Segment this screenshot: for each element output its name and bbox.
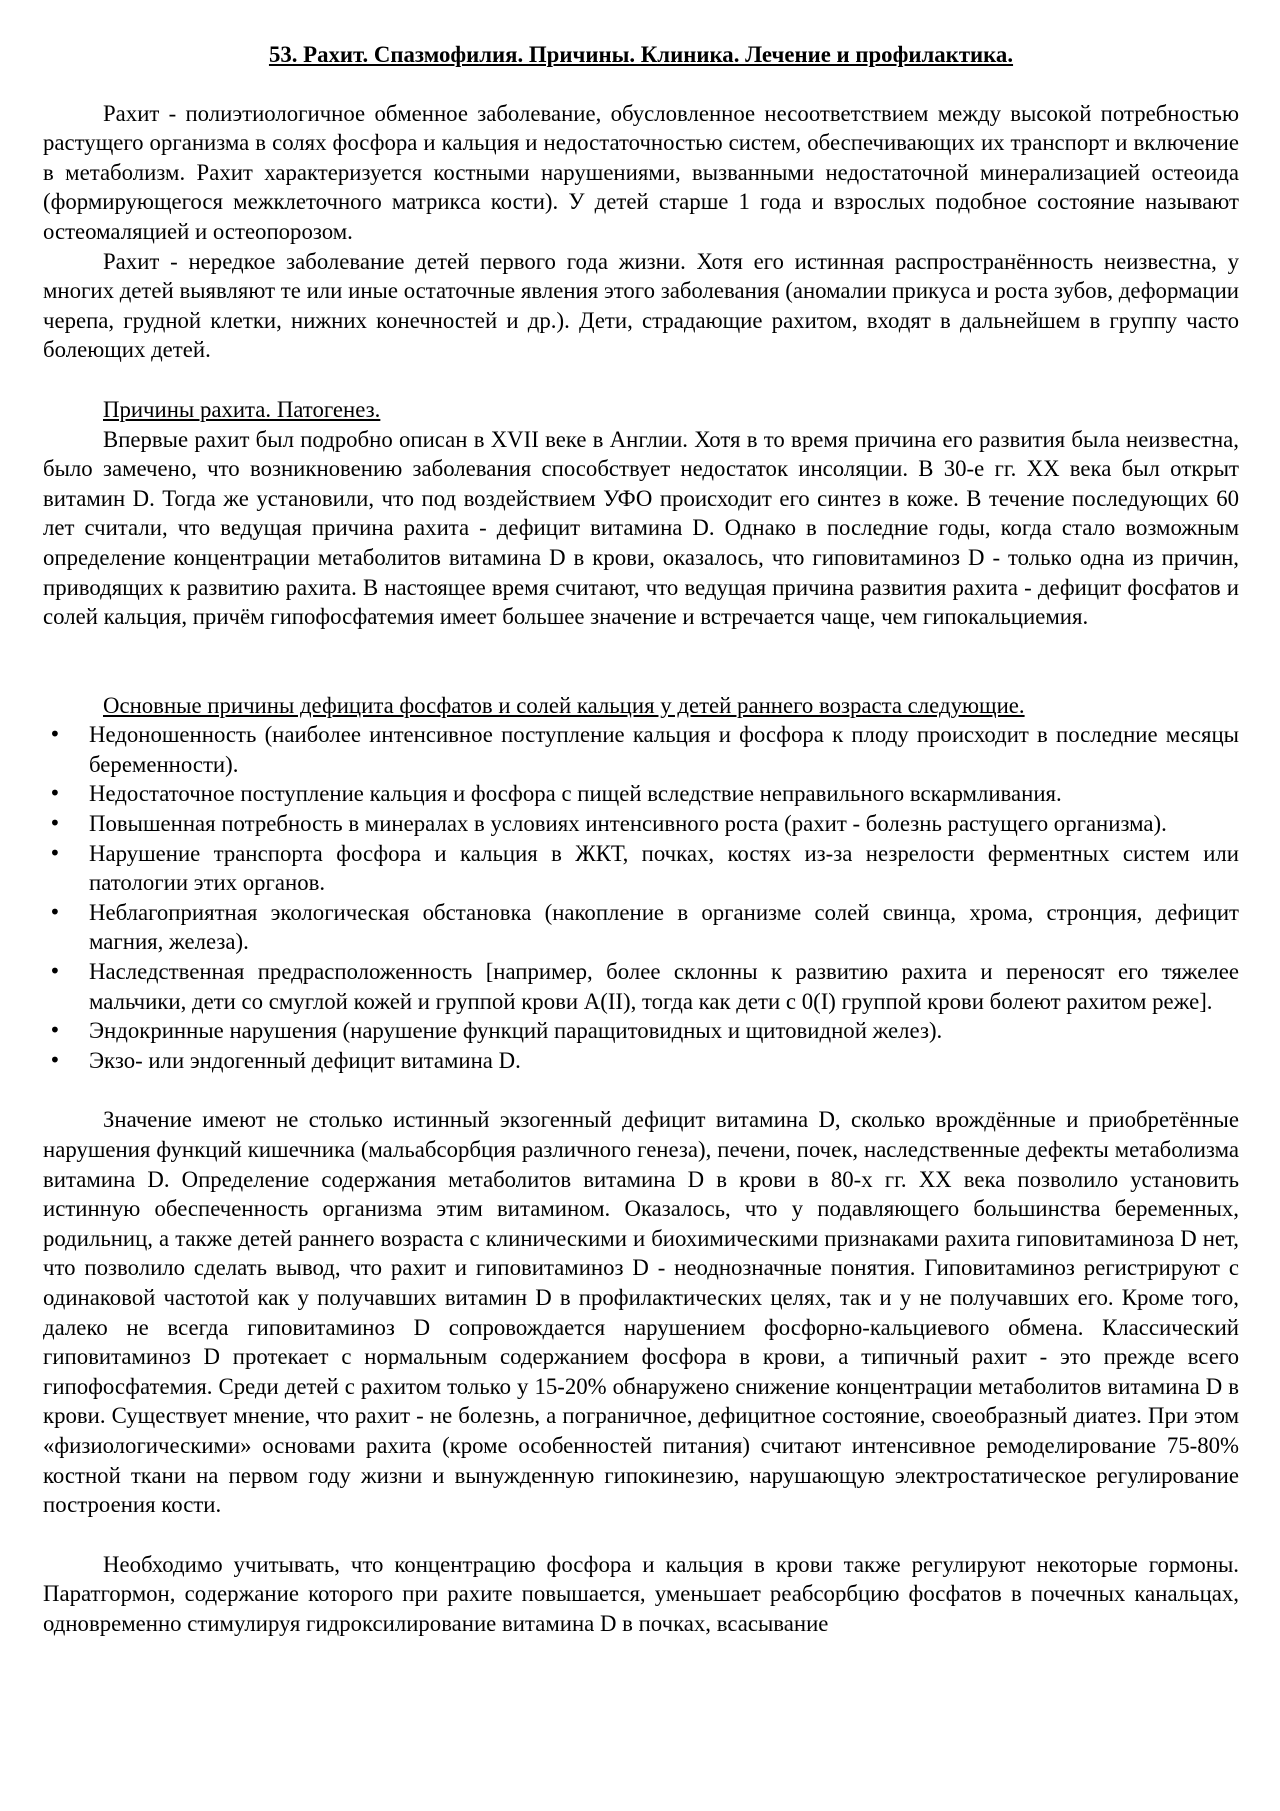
list-item bbox=[43, 1016, 1239, 1046]
spacer bbox=[43, 1520, 1239, 1550]
list-item-text: Повышенная потребность в минералах в условиях интенсивного роста (рахит - болезнь растущего организма). bbox=[89, 811, 1167, 837]
list-item bbox=[43, 809, 1239, 839]
hormones-paragraph: Необходимо учитывать, что концентрацию фосфора и кальция в крови также регулируют некоторые гормоны. Паратгормон, содержание которого при рахите повышается, уменьшает реабсорбцию фосфатов в почечных канальцах, одновременно стимулируя гидроксилирование витамина D в почках, всасывание bbox=[43, 1551, 1239, 1636]
bullet-icon: • bbox=[49, 1018, 61, 1043]
list-item-text: Экзо- или эндогенный дефицит витамина D. bbox=[89, 1047, 521, 1073]
bullet-icon: • bbox=[49, 722, 61, 747]
bullet-icon: • bbox=[49, 811, 61, 836]
deficit-list bbox=[43, 720, 1239, 1075]
bullet-icon: • bbox=[49, 899, 61, 924]
document-page bbox=[43, 40, 1239, 1639]
bullet-icon: • bbox=[49, 1047, 61, 1072]
bullet-icon: • bbox=[49, 840, 61, 865]
causes-paragraph: Впервые рахит был подробно описан в XVII веке в Англии. Хотя в то время причина его развития была неизвестна, было замечено, что возникновению заболевания способствует недостаток инсоляции. В 30-е гг. XX века был открыт витамин D. Тогда же установили, что под воздействием УФО происходит его синтез в коже. В течение последующих 60 лет считали, что ведущая причина рахита - дефицит витамина D. Однако в последние годы, когда стало возможным определение концентрации метаболитов витамина D в крови, оказалось, что гиповитаминоз D - только одна из причин, приводящих к развитию рахита. В настоящее время считают, что ведущая причина развития рахита - дефицит фосфатов и солей кальция, причём гипофосфатемия имеет большее значение и встречается чаще, чем гипокальциемия. bbox=[43, 426, 1239, 630]
list-item-text: Неблагоприятная экологическая обстановка (накопление в организме солей свинца, хрома, стронция, дефицит магния, железа). bbox=[89, 899, 1239, 955]
list-item-text: Недоношенность (наиболее интенсивное поступление кальция и фосфора к плоду происходит в последние месяцы беременности). bbox=[89, 722, 1239, 777]
document-title: 53. Рахит. Спазмофилия. Причины. Клиника. Лечение и профилактика. bbox=[268, 42, 1014, 67]
list-item bbox=[43, 720, 1239, 779]
causes-heading: Причины рахита. Патогенез. bbox=[103, 396, 381, 422]
list-item bbox=[43, 1046, 1239, 1076]
intro-paragraph-1: Рахит - полиэтиологичное обменное заболевание, обусловленное несоответствием между высокой потребностью растущего организма в солях фосфора и кальция и недостаточностью систем, обеспечивающих их транспорт и включение в метаболизм. Рахит характеризуется костными нарушениями, вызванными недостаточной минерализацией остеоида (формирующегося межклеточного матрикса кости). У детей старше 1 года и взрослых подобное состояние называют остеомаляцией и остеопорозом. bbox=[43, 100, 1239, 244]
intro-paragraph-2: Рахит - нередкое заболевание детей первого года жизни. Хотя его истинная распространённость неизвестна, у многих детей выявляют те или иные остаточные явления этого заболевания (аномалии прикуса и роста зубов, деформации черепа, грудной клетки, нижних конечностей и др.). Дети, страдающие рахитом, входят в дальнейшем в группу часто болеющих детей. bbox=[43, 248, 1239, 363]
bullet-icon: • bbox=[49, 781, 61, 806]
significance-paragraph: Значение имеют не столько истинный экзогенный дефицит витамина D, сколько врождённые и приобретённые нарушения функций кишечника (мальабсорбция различного генеза), печени, почек, наследственные дефекты метаболизма витамина D. Определение содержания метаболитов витамина D в крови в 80-х гг. XX века позволило установить истинную обеспеченность организма этим витамином. Оказалось, что у подавляющего большинства беременных, родильниц, а также детей раннего возраста с клиническими и биохимическими признаками рахита гиповитаминоза D нет, что позволило сделать вывод, что рахит и гиповитаминоз D - неоднозначные понятия. Гиповитаминоз регистрируют с одинаковой частотой как у получавших витамин D в профилактических целях, так и у не получавших его. Кроме того, далеко не всегда гиповитаминоз D сопровождается нарушением фосфорно-кальциевого обмена. Классический гиповитаминоз D протекает с нормальным содержанием фосфора в крови, а типичный рахит - это прежде всего гипофосфатемия. Среди детей с рахитом только у 15-20% обнаружено снижение концентрации метаболитов витамина D в крови. Существует мнение, что рахит - не болезнь, а пограничное, дефицитное состояние, своеобразный диатез. При этом «физиологическими» основами рахита (кроме особенностей питания) считают интенсивное ремоделирование 75-80% костной ткани на первом году жизни и вынужденную гипокинезию, нарушающую электростатическое регулирование построения кости. bbox=[43, 1107, 1239, 1518]
list-item-text: Наследственная предрасположенность [например, более склонны к развитию рахита и переносят его тяжелее мальчики, дети со смуглой кожей и группой крови A(II), тогда как дети с 0(I) группой крови болеют рахитом реже]. bbox=[89, 959, 1239, 1014]
spacer bbox=[43, 632, 1239, 691]
list-item-text: Нарушение транспорта фосфора и кальция в ЖКТ, почках, костях из-за незрелости ферментных систем или патологии этих органов. bbox=[89, 840, 1239, 896]
list-item bbox=[43, 957, 1239, 1016]
list-item bbox=[43, 779, 1239, 809]
deficit-heading: Основные причины дефицита фосфатов и солей кальция у детей раннего возраста следующие. bbox=[103, 692, 1025, 718]
list-item-text: Недостаточное поступление кальция и фосфора с пищей вследствие неправильного вскармливания. bbox=[89, 781, 1062, 807]
spacer bbox=[43, 365, 1239, 395]
spacer bbox=[43, 1075, 1239, 1105]
bullet-icon: • bbox=[49, 959, 61, 984]
list-item bbox=[43, 839, 1239, 898]
list-item-text: Эндокринные нарушения (нарушение функций паращитовидных и щитовидной желез). bbox=[89, 1018, 943, 1044]
list-item bbox=[43, 898, 1239, 957]
